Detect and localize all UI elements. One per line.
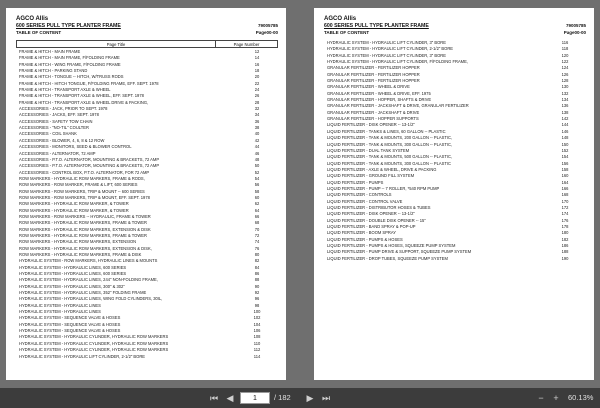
toc-entry-page: 38 bbox=[254, 125, 260, 131]
brand-name: AGCO Allis bbox=[324, 16, 357, 22]
document-page-left bbox=[6, 8, 286, 380]
toc-entry-page: 172 bbox=[561, 204, 569, 210]
toc-entry-page: 108 bbox=[253, 334, 261, 340]
prev-page-icon[interactable]: ◀ bbox=[226, 393, 234, 403]
toc-entry-title: FRAME & HITCH - MAIN FRAME bbox=[19, 49, 81, 54]
toc-entry-title: ROW MARKERS - ROW MARKER, FRAME & LIFT, 600 SERIES bbox=[19, 182, 138, 188]
toc-entry-title: GRANULAR FERTILIZER - HOPPER, SHAFTS & DRIVE bbox=[327, 97, 432, 103]
toc-row[interactable] bbox=[16, 354, 278, 360]
toc-entry-title: HYDRAULIC SYSTEM - HYDRAULIC CYLINDER, HYDRAULIC ROW MARKERS bbox=[19, 334, 169, 340]
toc-entry-page: 100 bbox=[253, 309, 261, 315]
toc-entry-title: FRAME & HITCH - TRANSPORT AXLE & WHEEL DRIVE & PACKING, bbox=[19, 99, 149, 105]
toc-entry-title: HYDRAULIC SYSTEM - HYDRAULIC LINES, 600 SERIES bbox=[19, 271, 127, 277]
toc-entry-title: FRAME & HITCH - WING FRAME, F/FOLDING FRAME bbox=[19, 61, 121, 67]
toc-entry-title: FRAME & HITCH - PARKING STAND bbox=[19, 68, 88, 74]
toc-entry-title: HYDRAULIC SYSTEM - HYDRAULIC LINES, WING FOLD CYLINDERS, 30IL, bbox=[19, 296, 163, 302]
toc-entry-page: 20 bbox=[254, 74, 260, 80]
toc-entry-page: 122 bbox=[561, 59, 569, 65]
toc-entry-page: 154 bbox=[561, 154, 569, 160]
toc-entry-page: 102 bbox=[253, 315, 261, 321]
toc-entry-title: LIQUID FERTILIZER - DISTRIBUTOR HOSES & TUBES bbox=[327, 204, 431, 210]
document-page-right bbox=[314, 8, 594, 380]
toc-entry-page: 104 bbox=[253, 321, 261, 327]
toc-entry-title: LIQUID FERTILIZER - AXLE & WHEEL, DRIVE & PACKING bbox=[327, 166, 437, 172]
toc-entry-title: HYDRAULIC SYSTEM - HYDRAULIC LIFT CYLINDER, 3" BORE bbox=[327, 40, 446, 45]
toc-entry-title: LIQUID FERTILIZER - PUMPS & HOSES, SQUEEZE PUMP SYSTEM bbox=[327, 243, 456, 248]
column-title: Page Title bbox=[16, 40, 216, 48]
toc-list-left bbox=[16, 49, 278, 360]
toc-list-right bbox=[324, 40, 586, 262]
toc-entry-title: GRANULAR FERTILIZER - FERTILIZER HOPPER bbox=[327, 78, 420, 84]
toc-entry-page: 164 bbox=[561, 179, 569, 185]
toc-entry-title: LIQUID FERTILIZER - GROUND FILL SYSTEM bbox=[327, 173, 415, 179]
toc-entry-title: HYDRAULIC SYSTEM - HYDRAULIC LINES, 300" & 302" bbox=[19, 283, 125, 289]
document-title: 600 SERIES PULL TYPE PLANTER FRAME bbox=[324, 23, 429, 29]
toc-entry-page: 120 bbox=[561, 52, 569, 58]
toc-entry-page: 152 bbox=[561, 147, 569, 153]
toc-entry-title: GRANULAR FERTILIZER - FERTILIZER HOPPER bbox=[327, 71, 420, 77]
toc-column-header bbox=[16, 40, 278, 48]
page-range: Page00-00 bbox=[255, 30, 278, 35]
toc-entry-page: 182 bbox=[561, 236, 569, 242]
toc-label: TABLE OF CONTENT bbox=[324, 30, 370, 35]
toc-entry-title: HYDRAULIC SYSTEM - HYDRAULIC LINES bbox=[19, 309, 101, 315]
toc-entry-title: LIQUID FERTILIZER - TANK & MOUNTS, 300 GALLON -- PLASTIC, bbox=[327, 141, 453, 147]
toc-entry-title: ROW MARKERS - HYDRAULIC ROW MARKERS, FRAME & DISK bbox=[19, 252, 142, 257]
toc-entry-title: ACCESSORIES - JACK, PRIOR TO SEPT. 1978 bbox=[19, 106, 108, 112]
toc-entry-page: 46 bbox=[254, 150, 260, 156]
next-page-icon[interactable]: ▶ bbox=[306, 393, 314, 403]
toc-entry-page: 136 bbox=[561, 103, 569, 109]
page-header bbox=[324, 16, 586, 40]
toc-entry-page: 126 bbox=[561, 71, 569, 77]
toc-entry-page: 190 bbox=[561, 255, 569, 261]
toc-entry-title: LIQUID FERTILIZER - BOOM SPRAY bbox=[327, 230, 396, 236]
toc-entry-title: GRANULAR FERTILIZER - JACKSHAFT & DRIVE, GRANULAR FERTILIZER bbox=[327, 103, 469, 109]
toc-entry-title: ACCESSORIES - "NO-TIL" COULTER bbox=[19, 125, 89, 131]
toc-entry-page: 174 bbox=[561, 211, 569, 217]
toc-entry-title: ROW MARKERS - HYDRAULIC ROW MARKERS, FRAME & TOWER bbox=[19, 220, 147, 226]
toc-entry-page: 56 bbox=[254, 182, 260, 188]
document-number: 79005785 bbox=[257, 23, 278, 28]
toc-entry-page: 160 bbox=[561, 173, 569, 179]
toc-entry-page: 84 bbox=[254, 264, 260, 270]
toc-entry-page: 16 bbox=[254, 61, 260, 67]
toc-entry-page: 72 bbox=[254, 232, 260, 238]
toc-entry-title: HYDRAULIC SYSTEM - HYDRAULIC LINES, 600 SERIES bbox=[19, 264, 127, 270]
toc-entry-page: 36 bbox=[254, 118, 260, 124]
toc-entry-page: 150 bbox=[561, 141, 569, 147]
toc-entry-page: 48 bbox=[254, 156, 260, 162]
toc-entry-page: 118 bbox=[561, 46, 569, 52]
toc-entry-page: 66 bbox=[254, 213, 260, 219]
toc-entry-page: 96 bbox=[254, 296, 260, 302]
toc-entry-page: 90 bbox=[254, 283, 260, 289]
toc-entry-page: 92 bbox=[254, 290, 260, 296]
toc-entry-title: FRAME & HITCH - HITCH TONGUE, F/FOLDING FRAME, EFF. SEPT. 1978 bbox=[19, 80, 159, 86]
toc-entry-title: LIQUID FERTILIZER - DROP TUBES, SQUEEZE PUMP SYSTEM bbox=[327, 255, 448, 261]
toc-entry-page: 166 bbox=[561, 185, 569, 191]
toc-entry-title: ACCESSORIES - MONITORS, SEED & BLOWER CONTROL bbox=[19, 144, 132, 150]
toc-entry-page: 50 bbox=[254, 163, 260, 169]
toc-entry-page: 24 bbox=[254, 87, 260, 93]
toc-entry-title: HYDRAULIC SYSTEM - HYDRAULIC LIFT CYLINDER, 3" BORE bbox=[327, 52, 446, 58]
page-number-input[interactable] bbox=[240, 392, 270, 404]
toc-entry-page: 70 bbox=[254, 226, 260, 232]
toc-entry-title: HYDRAULIC SYSTEM - HYDRAULIC LIFT CYLINDER, 2-1/2" BORE bbox=[327, 46, 454, 52]
zoom-level: 60.13% bbox=[568, 393, 594, 402]
toc-entry-page: 52 bbox=[254, 169, 260, 175]
toc-entry-title: ACCESSORIES - COIL SHANK bbox=[19, 131, 77, 137]
toc-entry-page: 128 bbox=[561, 78, 569, 84]
toc-entry-title: LIQUID FERTILIZER - DISK OPENER -- 13-1/2" bbox=[327, 211, 415, 217]
toc-entry-title: LIQUID FERTILIZER - TANKS & LINES, 60 GALLON -- PLASTIC bbox=[327, 128, 446, 134]
toc-entry-title: ACCESSORIES - P.T.O. ALTERNATOR, MOUNTING & BRACKETS, 72 AMP bbox=[19, 163, 160, 169]
toc-row[interactable] bbox=[324, 256, 586, 262]
toc-entry-page: 88 bbox=[254, 277, 260, 283]
toc-entry-page: 42 bbox=[254, 137, 260, 143]
toc-entry-page: 60 bbox=[254, 194, 260, 200]
toc-entry-title: ACCESSORIES - BLOWER, 4, 6, 8 & 12 ROW bbox=[19, 137, 105, 143]
toc-entry-title: ROW MARKERS - HYDRAULIC ROW MARKER, & TOWER bbox=[19, 201, 129, 207]
brand-name: AGCO Allis bbox=[16, 16, 49, 22]
toc-entry-title: ACCESSORIES - CONTROL BOX, P.T.O. ALTERNATOR, FOR 72 AMP bbox=[19, 169, 150, 175]
toc-entry-title: HYDRAULIC SYSTEM - SEQUENCE VALVE & HOSES bbox=[19, 321, 121, 327]
toc-entry-title: LIQUID FERTILIZER - BAND SPRAY & POP-UP bbox=[327, 223, 416, 229]
toc-label: TABLE OF CONTENT bbox=[16, 30, 62, 35]
toc-entry-page: 146 bbox=[561, 128, 569, 134]
toc-entry-page: 132 bbox=[561, 90, 569, 96]
toc-entry-title: HYDRAULIC SYSTEM - HYDRAULIC CYLINDER, HYDRAULIC ROW MARKERS bbox=[19, 340, 169, 346]
toc-entry-title: HYDRAULIC SYSTEM - HYDRAULIC LINES bbox=[19, 302, 101, 308]
toc-entry-page: 142 bbox=[561, 116, 569, 122]
toc-entry-title: LIQUID FERTILIZER - CONTROL VALVE bbox=[327, 198, 403, 204]
toc-entry-page: 28 bbox=[254, 99, 260, 105]
toc-entry-page: 106 bbox=[253, 328, 261, 334]
toc-entry-title: HYDRAULIC SYSTEM - HYDRAULIC LINES, 244" NON-FOLDING FRAME, bbox=[19, 277, 158, 283]
toc-entry-title: FRAME & HITCH - TRANSPORT AXLE & WHEEL bbox=[19, 87, 111, 93]
toc-entry-title: HYDRAULIC SYSTEM - HYDRAULIC CYLINDER, HYDRAULIC ROW MARKERS bbox=[19, 347, 169, 353]
toc-entry-title: LIQUID FERTILIZER - TANK & MOUNTS, 200 GALLON -- PLASTIC, bbox=[327, 135, 453, 141]
zoom-out-icon[interactable]: − bbox=[538, 393, 544, 403]
toc-entry-page: 188 bbox=[561, 249, 569, 255]
toc-entry-title: ROW MARKERS - HYDRAULIC ROW MARKERS, FRAME & RODS, bbox=[19, 175, 145, 181]
toc-entry-title: ACCESSORIES - P.T.O. ALTERNATOR, MOUNTING & BRACKETS, 72 AMP bbox=[19, 156, 160, 162]
toc-entry-page: 54 bbox=[254, 175, 260, 181]
toc-entry-page: 82 bbox=[254, 258, 260, 264]
toc-entry-title: LIQUID FERTILIZER - PUMP -- 7 ROLLER, *540 RPM PUMP bbox=[327, 185, 440, 191]
toc-entry-title: ROW MARKERS - HYDRAULIC ROW MARKERS, EXTENSION bbox=[19, 239, 137, 245]
toc-entry-page: 44 bbox=[254, 144, 260, 150]
page-total: / 182 bbox=[274, 393, 291, 402]
toc-entry-title: ROW MARKERS - ROW MARKERS, TRIP & MOUNT, EFF. SEPT. 1978 bbox=[19, 194, 150, 200]
toc-entry-page: 168 bbox=[561, 192, 569, 198]
toc-entry-title: GRANULAR FERTILIZER - WHEEL & DRIVE, EFF. 1975 bbox=[327, 90, 431, 96]
toc-entry-title: LIQUID FERTILIZER - DISK OPENER -- 13-1/2" bbox=[327, 122, 415, 128]
document-number: 79005785 bbox=[565, 23, 586, 28]
toc-entry-title: ROW MARKERS - HYDRAULIC ROW MARKERS, FRAME & TOWER bbox=[19, 232, 147, 238]
toc-entry-title: ACCESSORIES - ALTERNATOR, 72 AMP bbox=[19, 150, 96, 156]
toc-entry-title: LIQUID FERTILIZER - PUMPS & HOSES bbox=[327, 236, 403, 242]
toc-entry-title: LIQUID FERTILIZER - PUMP DRIVE & SUPPORT, SQUEEZE PUMP SYSTEM bbox=[327, 249, 472, 255]
toc-entry-title: ACCESSORIES - SAFETY TOW CHAIN bbox=[19, 118, 93, 124]
toc-entry-title: ROW MARKERS - HYDRAULIC ROW MARKER, & TOWER bbox=[19, 207, 129, 213]
toc-entry-page: 74 bbox=[254, 239, 260, 245]
toc-entry-page: 32 bbox=[254, 106, 260, 112]
page-range: Page00-00 bbox=[563, 30, 586, 35]
viewer-toolbar bbox=[0, 388, 600, 408]
toc-entry-title: HYDRAULIC SYSTEM - ROW MARKERS, HYDRAULIC LINES & MOUNTS bbox=[19, 258, 158, 264]
toc-entry-page: 114 bbox=[253, 353, 261, 359]
toc-entry-page: 58 bbox=[254, 188, 260, 194]
toc-entry-page: 180 bbox=[561, 230, 569, 236]
document-title: 600 SERIES PULL TYPE PLANTER FRAME bbox=[16, 23, 121, 29]
toc-entry-page: 112 bbox=[253, 347, 261, 353]
toc-entry-title: HYDRAULIC SYSTEM - SEQUENCE VALVE & HOSES bbox=[19, 328, 121, 334]
toc-entry-title: FRAME & HITCH - TRANSPORT AXLE & WHEEL, EFF. SEPT. 1978 bbox=[19, 93, 144, 99]
toc-entry-page: 76 bbox=[254, 245, 260, 251]
toc-entry-title: LIQUID FERTILIZER - TANK & MOUNTS, 300 GALLON -- PLASTIC bbox=[327, 160, 451, 166]
toc-entry-page: 80 bbox=[254, 252, 260, 257]
toc-entry-page: 22 bbox=[254, 80, 260, 86]
toc-entry-page: 134 bbox=[561, 97, 569, 103]
toc-entry-page: 34 bbox=[254, 112, 260, 118]
toc-entry-title: HYDRAULIC SYSTEM - HYDRAULIC LINES, 352" FOLDING FRAME bbox=[19, 290, 147, 296]
toc-entry-page: 148 bbox=[561, 135, 569, 141]
toc-entry-page: 18 bbox=[254, 68, 260, 74]
toc-entry-title: GRANULAR FERTILIZER - WHEEL & DRIVE bbox=[327, 84, 410, 90]
toc-entry-title: GRANULAR FERTILIZER - FERTILIZER HOPPER bbox=[327, 65, 420, 71]
toc-entry-page: 124 bbox=[561, 65, 569, 71]
toc-entry-title: GRANULAR FERTILIZER - HOPPER SUPPORTS bbox=[327, 116, 419, 122]
toc-entry-page: 170 bbox=[561, 198, 569, 204]
toc-entry-page: 144 bbox=[561, 122, 569, 128]
toc-entry-page: 158 bbox=[561, 166, 569, 172]
toc-entry-page: 156 bbox=[561, 160, 569, 166]
toc-entry-title: LIQUID FERTILIZER - PUMPS bbox=[327, 179, 384, 185]
toc-entry-title: FRAME & HITCH - TONGUE -- HITCH, W/TRUSS RODS bbox=[19, 74, 124, 80]
toc-entry-page: 40 bbox=[254, 131, 260, 137]
toc-entry-page: 110 bbox=[253, 340, 261, 346]
page-header bbox=[16, 16, 278, 40]
toc-entry-title: HYDRAULIC SYSTEM - SEQUENCE VALVE & HOSES bbox=[19, 315, 121, 321]
toc-entry-title: GRANULAR FERTILIZER - JACKSHAFT & DRIVE bbox=[327, 109, 420, 115]
column-page-number: Page Number bbox=[216, 40, 278, 48]
toc-entry-page: 138 bbox=[561, 109, 569, 115]
toc-entry-page: 14 bbox=[254, 55, 260, 61]
toc-entry-title: ROW MARKERS - ROW MARKERS, TRIP & MOUNT -- 600 SERIES bbox=[19, 188, 145, 194]
zoom-in-icon[interactable]: + bbox=[553, 393, 559, 403]
toc-entry-page: 98 bbox=[254, 302, 260, 308]
toc-entry-page: 116 bbox=[561, 40, 569, 45]
toc-entry-page: 178 bbox=[561, 223, 569, 229]
toc-entry-title: LIQUID FERTILIZER - DUAL TANK SYSTEM bbox=[327, 147, 410, 153]
toc-entry-title: ROW MARKERS - ROW MARKERS -- HYDRAULIC, FRAME & TOWER bbox=[19, 213, 151, 219]
toc-entry-page: 186 bbox=[561, 243, 569, 248]
toc-entry-title: HYDRAULIC SYSTEM - HYDRAULIC LIFT CYLINDER, F/FOLDING FRAME, bbox=[327, 59, 468, 65]
toc-entry-page: 12 bbox=[254, 49, 260, 54]
toc-entry-title: LIQUID FERTILIZER - TANK & MOUNTS, 500 GALLON -- PLASTIC, bbox=[327, 154, 453, 160]
toc-entry-title: ROW MARKERS - HYDRAULIC ROW MARKERS, EXTENSION & DISK, bbox=[19, 245, 152, 251]
toc-entry-title: LIQUID FERTILIZER - DOUBLE DISK OPENER -- 15" bbox=[327, 217, 426, 223]
first-page-icon[interactable]: ⏮ bbox=[209, 393, 219, 403]
toc-entry-title: FRAME & HITCH - MAIN FRAME, F/FOLDING FRAME bbox=[19, 55, 120, 61]
toc-entry-page: 64 bbox=[254, 207, 260, 213]
toc-entry-title: ACCESSORIES - JACKS, EFF. SEPT. 1978 bbox=[19, 112, 99, 118]
toc-entry-title: ROW MARKERS - HYDRAULIC ROW MARKERS, EXTENSION & DISK bbox=[19, 226, 151, 232]
toc-entry-page: 86 bbox=[254, 271, 260, 277]
toc-entry-page: 68 bbox=[254, 220, 260, 226]
toc-entry-title: HYDRAULIC SYSTEM - HYDRAULIC LIFT CYLINDER, 2-1/2" BORE bbox=[19, 353, 146, 359]
last-page-icon[interactable]: ⏭ bbox=[321, 393, 331, 403]
toc-entry-page: 130 bbox=[561, 84, 569, 90]
toc-entry-page: 62 bbox=[254, 201, 260, 207]
toc-entry-page: 26 bbox=[254, 93, 260, 99]
toc-entry-page: 176 bbox=[561, 217, 569, 223]
toc-entry-title: LIQUID FERTILIZER - CONTROLS bbox=[327, 192, 392, 198]
